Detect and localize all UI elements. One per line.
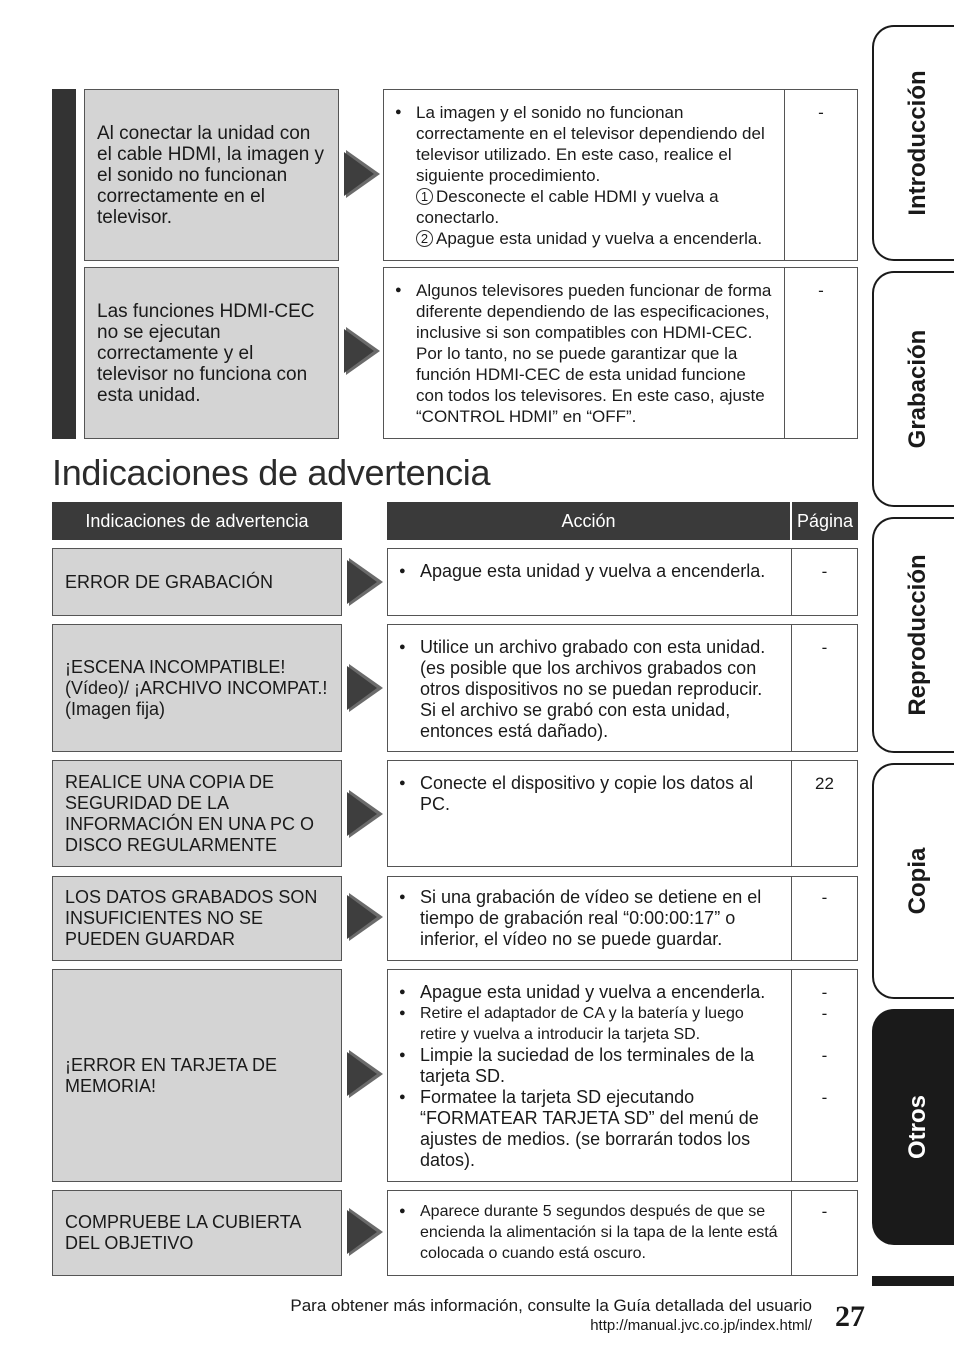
- tab-otros[interactable]: Otros: [872, 1009, 954, 1245]
- page-ref: -: [791, 625, 857, 751]
- arrow-icon: [349, 790, 383, 838]
- step-number-1-icon: 1: [416, 188, 433, 205]
- arrow-icon: [346, 327, 380, 375]
- action-item: ● Conecte el dispositivo y copie los datos al PC.: [420, 773, 780, 815]
- section-marker-bar: [52, 89, 76, 439]
- page-ref: -: [784, 268, 857, 438]
- solution-step-2: 2 Apague esta unidad y vuelva a encenderla.: [416, 228, 773, 249]
- action-item: ● Retire el adaptador de CA y la batería y luego retire y vuelva a introducir la tarjeta SD.: [420, 1003, 780, 1045]
- problem-cell-hdmi-cec: [84, 267, 339, 439]
- problem-cell-hdmi-picture: [84, 89, 339, 261]
- problem-text: Las funciones HDMI-CEC no se ejecutan correctamente y el televisor no funciona con esta unidad.: [97, 300, 315, 406]
- header-warning: Indicaciones de advertencia: [52, 502, 342, 540]
- arrow-icon: [346, 150, 380, 198]
- action-cell: [387, 1190, 858, 1276]
- step-number-2-icon: 2: [416, 230, 433, 247]
- action-cell: [387, 876, 858, 961]
- solution-bullet: ● La imagen y el sonido no funcionan correctamente en el televisor dependiendo del televisor utilizado. En este caso, realice el siguiente procedimiento.: [416, 102, 773, 186]
- solution-cell-hdmi-picture: [383, 89, 858, 261]
- footer-url[interactable]: http://manual.jvc.co.jp/index.html/: [590, 1317, 812, 1334]
- tab-grabacion[interactable]: Grabación: [872, 271, 954, 507]
- action-cell: [387, 624, 858, 752]
- page-ref: -: [821, 1088, 828, 1107]
- page-ref: -: [791, 877, 857, 960]
- header-page: Página: [792, 502, 858, 540]
- warning-cell: COMPRUEBE LA CUBIERTA DEL OBJETIVO: [52, 1190, 342, 1276]
- arrow-icon: [349, 664, 383, 712]
- arrow-icon: [349, 1208, 383, 1256]
- page-ref: -: [791, 549, 857, 615]
- page-ref: -: [821, 983, 828, 1002]
- action-item: ● Utilice un archivo grabado con esta unidad. (es posible que los archivos grabados con otros dispositivos no se puedan reproducir. Si el archivo se grabó con esta unidad, entonces está dañado).: [420, 637, 780, 742]
- solution-bullet: ● Algunos televisores pueden funcionar de forma diferente dependiendo de las especificaciones, inclusive si son compatibles con HDMI-CEC. Por lo tanto, no se puede garantizar que la función HDMI-CEC de esta unidad funcione con todos los televisores. En este caso, ajuste “CONTROL HDMI” en “OFF”.: [416, 280, 773, 427]
- page-ref: -: [821, 1046, 828, 1065]
- warning-cell: ¡ERROR EN TARJETA DE MEMORIA!: [52, 969, 342, 1182]
- warning-cell: ERROR DE GRABACIÓN: [52, 548, 342, 616]
- action-item: ● Limpie la suciedad de los terminales de la tarjeta SD.: [420, 1045, 780, 1087]
- warning-cell: ¡ESCENA INCOMPATIBLE! (Vídeo)/ ¡ARCHIVO INCOMPAT.! (Imagen fija): [52, 624, 342, 752]
- action-item: ● Apague esta unidad y vuelva a encenderla.: [420, 561, 780, 582]
- arrow-icon: [349, 558, 383, 606]
- action-item: ● Formatee la tarjeta SD ejecutando “FORMATEAR TARJETA SD” del menú de ajustes de medios. (se borrarán todos los datos).: [420, 1087, 780, 1171]
- solution-cell-hdmi-cec: [383, 267, 858, 439]
- action-item: ● Apague esta unidad y vuelva a encenderla.: [420, 982, 780, 1003]
- action-cell: [387, 548, 858, 616]
- page-ref: -: [791, 1191, 857, 1275]
- footer-rule: [872, 1276, 954, 1286]
- page-number: 27: [835, 1300, 865, 1333]
- problem-text: Al conectar la unidad con el cable HDMI, la imagen y el sonido no funcionan correctamente en el televisor.: [97, 122, 325, 228]
- tab-reproduccion[interactable]: Reproducción: [872, 517, 954, 753]
- page-ref: 22: [791, 761, 857, 866]
- solution-step-1: 1 Desconecte el cable HDMI y vuelva a conectarlo.: [416, 187, 719, 227]
- page-ref: -: [784, 90, 857, 260]
- warning-cell: LOS DATOS GRABADOS SON INSUFICIENTES NO SE PUEDEN GUARDAR: [52, 876, 342, 961]
- footer-info: Para obtener más información, consulte la Guía detallada del usuario: [290, 1296, 812, 1315]
- action-item: ● Aparece durante 5 segundos después de que se encienda la alimentación si la tapa de la lente está colocada o cuando está oscuro.: [420, 1201, 780, 1264]
- action-item: ● Si una grabación de vídeo se detiene en el tiempo de grabación real “0:00:00:17” o inferior, el vídeo no se puede guardar.: [420, 887, 780, 950]
- action-cell: [387, 760, 858, 867]
- page-ref: -: [821, 1004, 828, 1023]
- section-title: Indicaciones de advertencia: [52, 452, 491, 493]
- action-cell: [387, 969, 858, 1182]
- arrow-icon: [349, 1050, 383, 1098]
- warning-cell: REALICE UNA COPIA DE SEGURIDAD DE LA INFORMACIÓN EN UNA PC O DISCO REGULARMENTE: [52, 760, 342, 867]
- arrow-icon: [349, 893, 383, 941]
- page-ref-list: [791, 970, 857, 1181]
- header-action: Acción: [387, 502, 790, 540]
- tab-introduccion[interactable]: Introducción: [872, 25, 954, 261]
- tab-copia[interactable]: Copia: [872, 763, 954, 999]
